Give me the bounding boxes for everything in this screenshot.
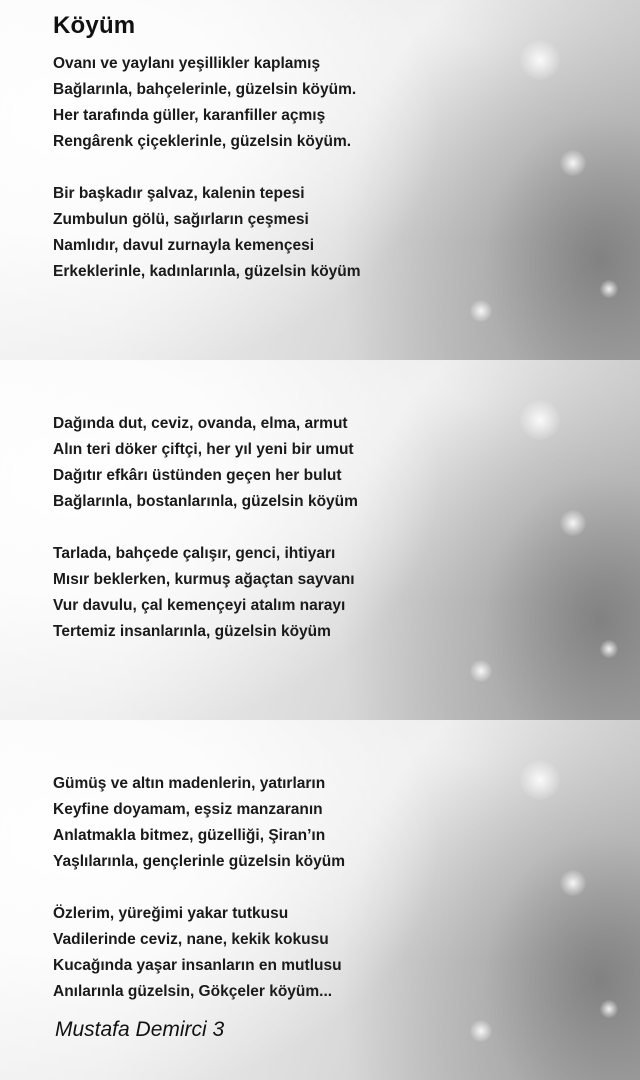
poem-line: Vadilerinde ceviz, nane, kekik kokusu — [53, 931, 329, 948]
bokeh-light — [560, 510, 586, 536]
poem-line: Tarlada, bahçede çalışır, genci, ihtiyarı — [53, 545, 336, 562]
stanza — [53, 901, 342, 1005]
poem-line: Zumbulun gölü, sağırların çeşmesi — [53, 211, 309, 228]
stanza — [53, 411, 358, 515]
poem-line: Mısır beklerken, kurmuş ağaçtan sayvanı — [53, 571, 355, 588]
bokeh-light — [470, 300, 492, 322]
poem-line: Keyfine doyamam, eşsiz manzaranın — [53, 801, 323, 818]
bokeh-light — [470, 1020, 492, 1042]
bokeh-light — [560, 870, 586, 896]
bokeh-light — [520, 40, 560, 80]
poem-line: Yaşlılarınla, gençlerinle güzelsin köyüm — [53, 853, 346, 870]
poem-line: Rengârenk çiçeklerinle, güzelsin köyüm. — [53, 133, 352, 150]
poem-panel-2 — [0, 360, 640, 720]
stanza — [53, 771, 345, 875]
poem-line: Alın teri döker çiftçi, her yıl yeni bir umut — [53, 441, 354, 458]
poem-title: Köyüm — [53, 12, 136, 39]
poem-line: Namlıdır, davul zurnayla kemençesi — [53, 237, 315, 254]
poem-panel-1 — [0, 0, 640, 360]
stanza — [53, 51, 356, 155]
bokeh-light — [520, 400, 560, 440]
poem-line: Ovanı ve yaylanı yeşillikler kaplamış — [53, 55, 321, 72]
poem-panel-3 — [0, 720, 640, 1080]
bokeh-light — [560, 150, 586, 176]
poem-line: Anılarınla güzelsin, Gökçeler köyüm... — [53, 983, 333, 1000]
poem-line: Dağında dut, ceviz, ovanda, elma, armut — [53, 415, 348, 432]
poem-line: Bir başkadır şalvaz, kalenin tepesi — [53, 185, 305, 202]
bokeh-light — [470, 660, 492, 682]
poem-line: Tertemiz insanlarınla, güzelsin köyüm — [53, 623, 331, 640]
poem-line: Gümüş ve altın madenlerin, yatırların — [53, 775, 326, 792]
poem-line: Vur davulu, çal kemençeyi atalım narayı — [53, 597, 346, 614]
poem-line: Anlatmakla bitmez, güzelliği, Şiran’ın — [53, 827, 326, 844]
poem-line: Dağıtır efkârı üstünden geçen her bulut — [53, 467, 342, 484]
bokeh-light — [520, 760, 560, 800]
poem-line: Özlerim, yüreğimi yakar tutkusu — [53, 905, 289, 922]
poem-line: Bağlarınla, bahçelerinle, güzelsin köyüm. — [53, 81, 357, 98]
bokeh-light — [600, 280, 618, 298]
bokeh-light — [600, 640, 618, 658]
author-signature: Mustafa Demirci 3 — [55, 1018, 225, 1041]
poem-line: Erkeklerinle, kadınlarınla, güzelsin köyüm — [53, 263, 361, 280]
poem-line: Bağlarınla, bostanlarınla, güzelsin köyüm — [53, 493, 358, 510]
stanza — [53, 541, 355, 645]
stanza — [53, 181, 361, 285]
poem-line: Kucağında yaşar insanların en mutlusu — [53, 957, 342, 974]
bokeh-light — [600, 1000, 618, 1018]
poem-line: Her tarafında güller, karanfiller açmış — [53, 107, 326, 124]
